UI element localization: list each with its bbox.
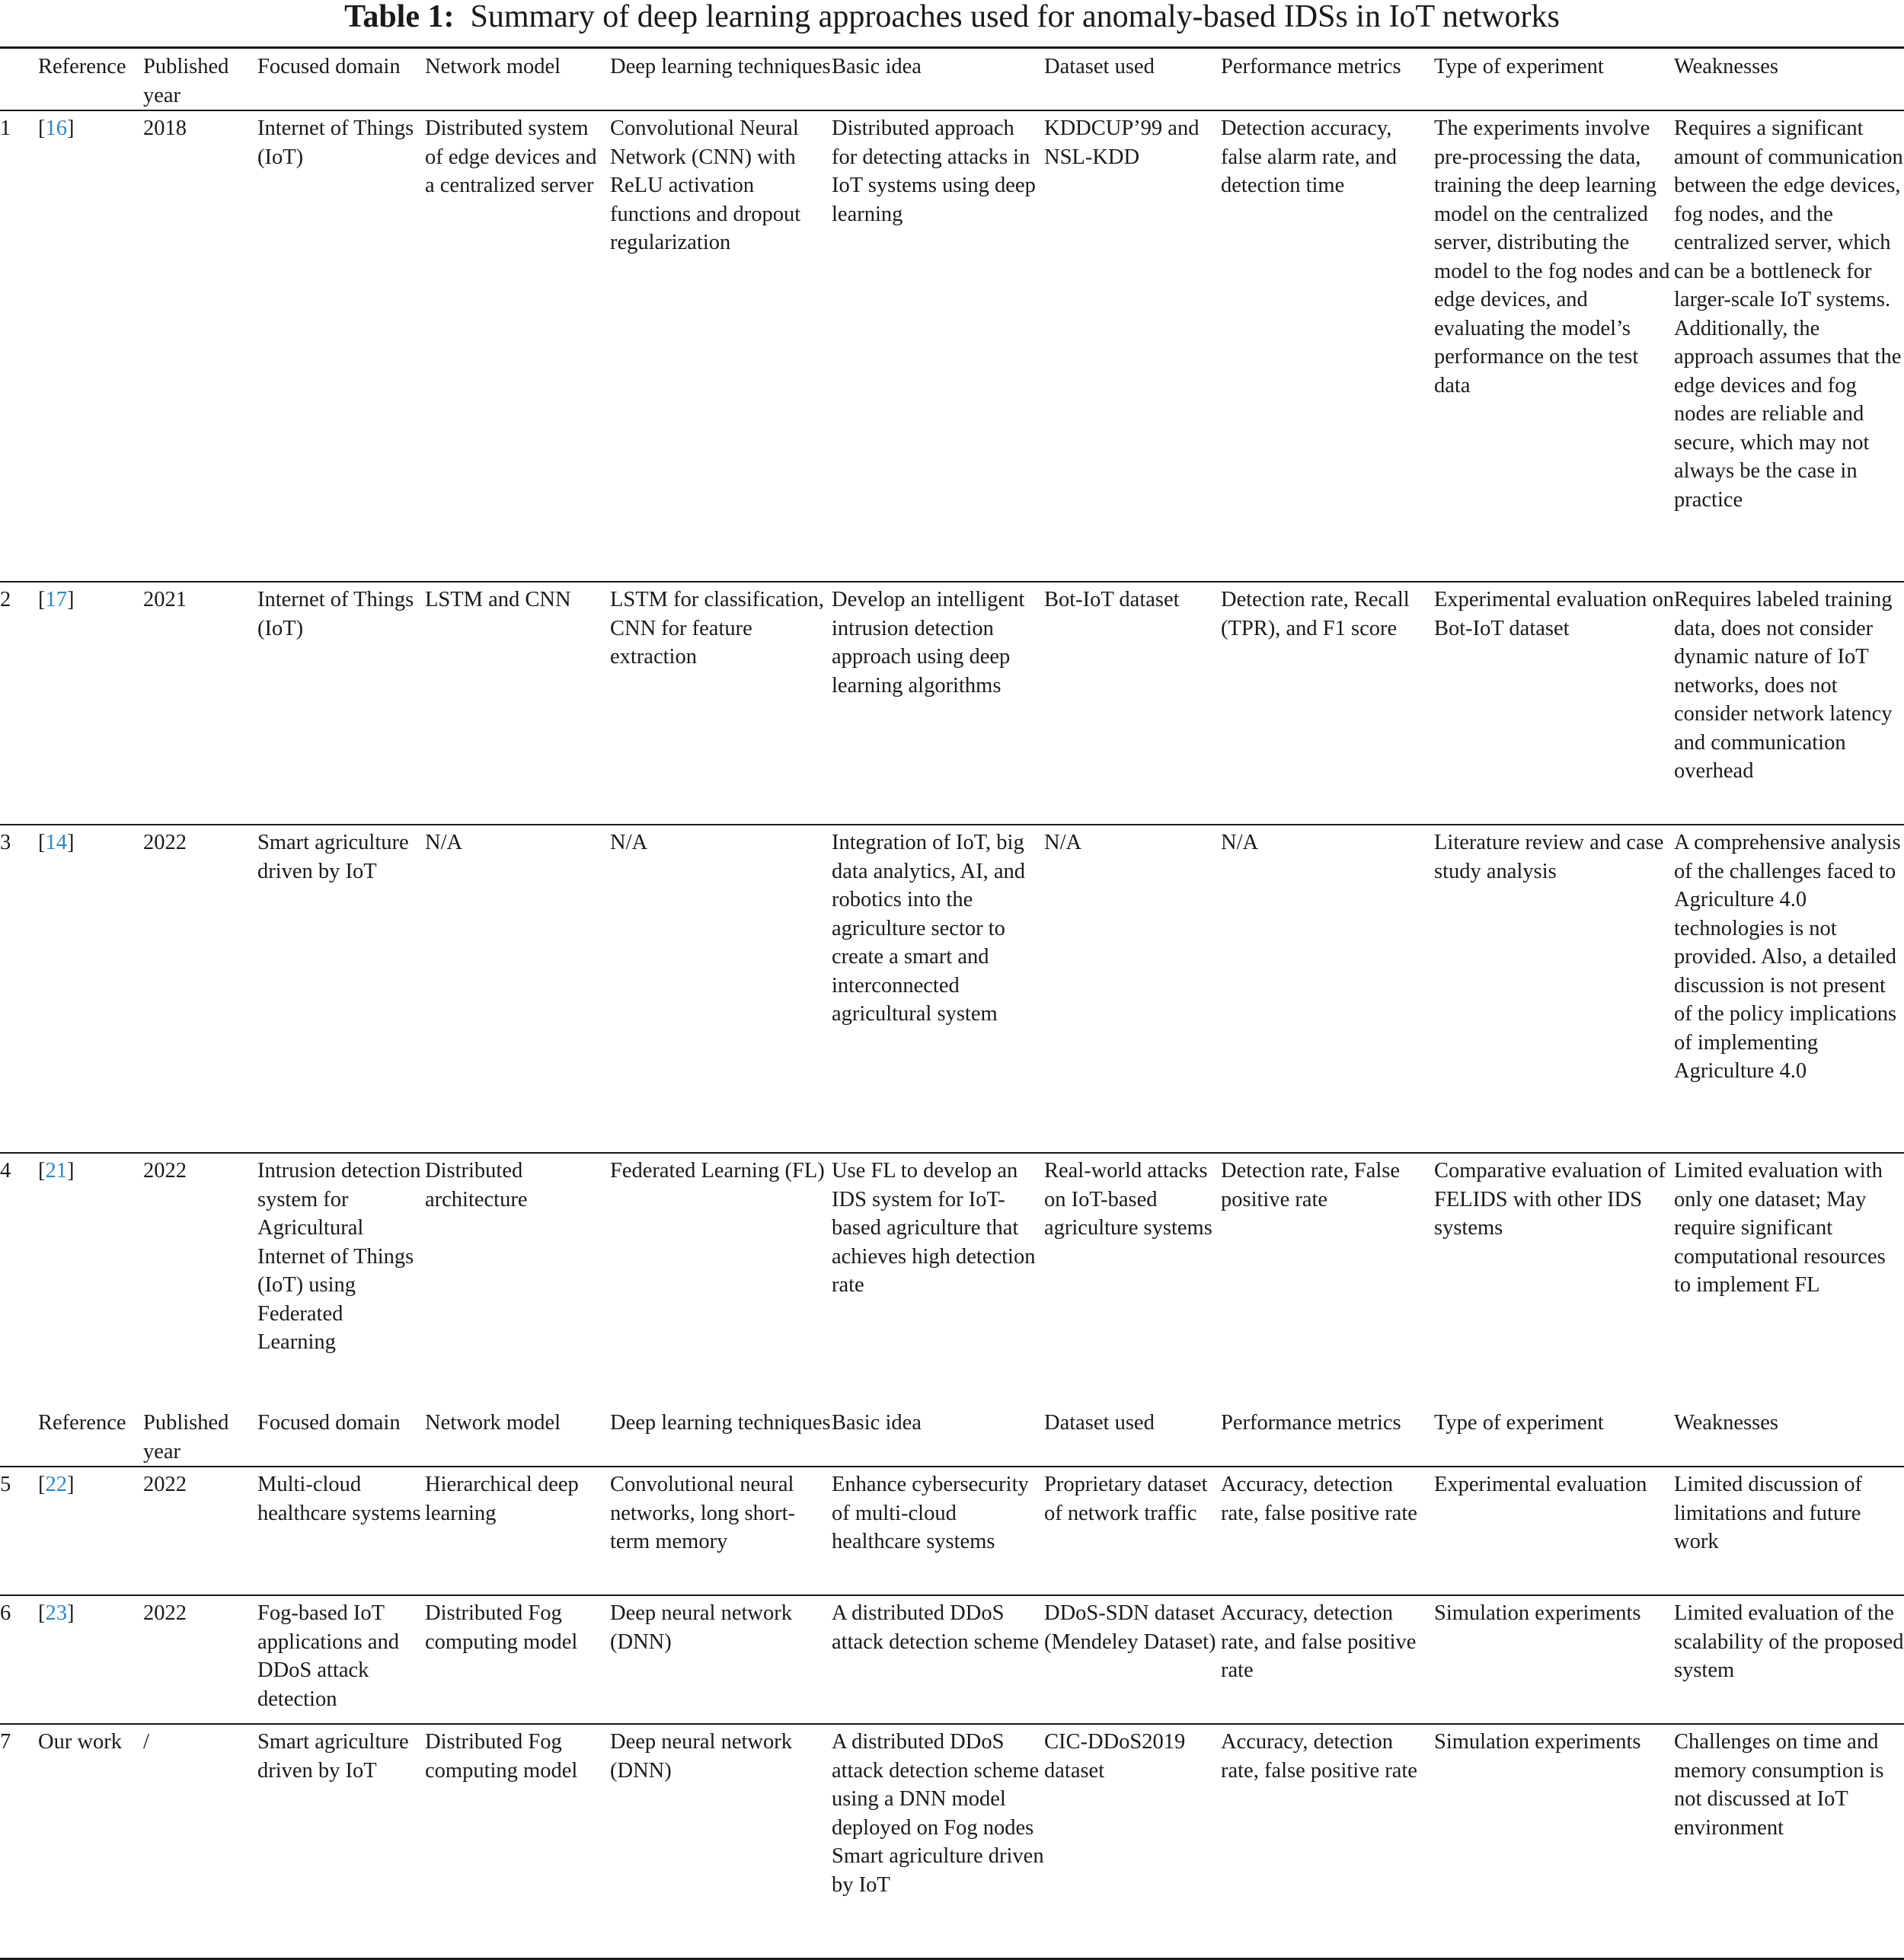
reference-cell: [16] (38, 110, 143, 582)
table-row (0, 1467, 1904, 1595)
header-cell-technique: Deep learning techniques (610, 1405, 832, 1467)
experiment-cell: Simulation experiments (1434, 1595, 1674, 1724)
table-header-row (0, 49, 1904, 110)
idea-cell: Enhance cybersecurity of multi-cloud healthcare systems (832, 1467, 1044, 1595)
citation-link[interactable]: 23 (45, 1601, 67, 1625)
network-cell: Hierarchical deep learning (425, 1467, 610, 1595)
idea-cell: Use FL to develop an IDS system for IoT-based agriculture that achieves high detection rate (832, 1159, 1036, 1297)
experiment-cell: Experimental evaluation (1434, 1467, 1674, 1595)
header-cell-technique: Deep learning techniques (610, 49, 832, 110)
reference-cell: [21] (38, 1159, 75, 1183)
caption-label: Table 1: (344, 0, 455, 34)
technique-cell: Deep neural network (DNN) (610, 1595, 832, 1724)
row-number: 5 (0, 1467, 38, 1595)
idea-cell: Develop an intelligent intrusion detection approach using deep learning algorithms (832, 582, 1044, 825)
header-cell-idea: Basic idea (832, 1405, 1044, 1467)
header-cell-year: Published year (143, 49, 257, 110)
technique-cell: LSTM for classification, CNN for feature extraction (610, 582, 832, 825)
dataset-cell: KDDCUP’99 and NSL-KDD (1044, 110, 1221, 582)
weakness-cell: Requires labeled training data, does not consider dynamic nature of IoT networks, does not consider network latency and communication overhead (1674, 582, 1904, 825)
experiment-cell: Simulation experiments (1434, 1724, 1674, 1958)
technique-cell: N/A (610, 825, 832, 1153)
domain-cell: Smart agriculture driven by IoT (257, 825, 425, 1153)
row-number: 2 (0, 582, 38, 825)
domain-cell: Fog-based IoT applications and DDoS attack detection (257, 1595, 425, 1724)
row-number: 1 (0, 110, 38, 582)
reference-cell: Our work (38, 1724, 143, 1958)
table-row (0, 110, 1904, 582)
citation-link[interactable]: 16 (45, 117, 67, 140)
citation-link[interactable]: 17 (45, 588, 67, 611)
metrics-cell: Accuracy, detection rate, false positive rate (1221, 1724, 1434, 1958)
table-row (0, 1595, 1904, 1724)
row-number: 3 (0, 825, 38, 1153)
summary-table (0, 49, 1904, 1960)
network-cell: N/A (425, 825, 610, 1153)
weakness-cell: Challenges on time and memory consumption is not discussed at IoT environment (1674, 1724, 1904, 1958)
dataset-cell: N/A (1044, 825, 1221, 1153)
dataset-cell: Proprietary dataset of network traffic (1044, 1467, 1221, 1595)
table-row (0, 582, 1904, 825)
domain-cell: Internet of Things (IoT) (257, 582, 425, 825)
experiment-cell: Literature review and case study analysis (1434, 825, 1674, 1153)
year-cell: 2021 (143, 582, 257, 825)
metrics-cell: Detection accuracy, false alarm rate, and detection time (1221, 110, 1434, 582)
domain-cell: Multi-cloud healthcare systems (257, 1467, 425, 1595)
header-cell-weakness: Weaknesses (1674, 49, 1904, 110)
domain-cell: Smart agriculture driven by IoT (257, 1724, 425, 1958)
year-cell: / (143, 1724, 257, 1958)
header-cell-dataset: Dataset used (1044, 49, 1221, 110)
experiment-cell: Comparative evaluation of FELIDS with other IDS systems (1434, 1159, 1666, 1240)
header-cell-metrics: Performance metrics (1221, 49, 1434, 110)
dataset-cell: Real-world attacks on IoT-based agriculture systems (1044, 1159, 1212, 1240)
caption-text: Summary of deep learning approaches used for anomaly-based IDSs in IoT networks (470, 0, 1560, 34)
header-cell-experiment: Type of experiment (1434, 49, 1674, 110)
network-cell: Distributed system of edge devices and a centralized server (425, 110, 610, 582)
reference-cell: [23] (38, 1595, 143, 1724)
year-cell: 2018 (143, 110, 257, 582)
metrics-cell: Accuracy, detection rate, false positive rate (1221, 1467, 1434, 1595)
technique-cell: Convolutional Neural Network (CNN) with ReLU activation functions and dropout regularization (610, 110, 832, 582)
network-cell: Distributed Fog computing model (425, 1595, 610, 1724)
header-cell-num (0, 1405, 38, 1467)
weakness-cell: A comprehensive analysis of the challenges faced to Agriculture 4.0 technologies is not provided. Also, a detailed discussion is not present of the policy implications of implementing Agriculture 4.0 (1674, 825, 1904, 1153)
domain-cell: Intrusion detection system for Agricultural Internet of Things (IoT) using Federated Learning (257, 1159, 421, 1354)
metrics-cell: Detection rate, Recall (TPR), and F1 score (1221, 582, 1434, 825)
header-cell-reference: Reference (38, 49, 143, 110)
technique-cell: Federated Learning (FL) (610, 1159, 825, 1183)
table-row (0, 825, 1904, 1153)
year-cell: 2022 (143, 1159, 187, 1183)
weakness-cell: Limited discussion of limitations and future work (1674, 1467, 1904, 1595)
weakness-cell: Requires a significant amount of communication between the edge devices, fog nodes, and the centralized server, which can be a bottleneck for larger-scale IoT systems. Additionally, the approach assumes that the edge devices and fog nodes are reliable and secure, which may not always be the case in practice (1674, 110, 1904, 582)
dataset-cell: Bot-IoT dataset (1044, 582, 1221, 825)
technique-cell: Deep neural network (DNN) (610, 1724, 832, 1958)
metrics-cell: Accuracy, detection rate, and false positive rate (1221, 1595, 1434, 1724)
row-number: 4 (0, 1159, 11, 1183)
network-cell: Distributed Fog computing model (425, 1724, 610, 1958)
row-number: 7 (0, 1724, 38, 1958)
table-row (0, 1153, 1904, 1405)
header-cell-domain: Focused domain (257, 1405, 425, 1467)
technique-cell: Convolutional neural networks, long short-term memory (610, 1467, 832, 1595)
experiment-cell: The experiments involve pre-processing the data, training the deep learning model on the centralized server, distributing the model to the fog nodes and edge devices, and evaluating the model’s performance on the test data (1434, 110, 1674, 582)
reference-cell: [14] (38, 825, 143, 1153)
year-cell: 2022 (143, 1595, 257, 1724)
metrics-cell: Detection rate, False positive rate (1221, 1159, 1401, 1211)
weakness-cell: Limited evaluation of the scalability of the proposed system (1674, 1595, 1904, 1724)
idea-cell: A distributed DDoS attack detection scheme (832, 1595, 1044, 1724)
table-caption (0, 0, 1904, 34)
idea-cell: Distributed approach for detecting attacks in IoT systems using deep learning (832, 110, 1044, 582)
reference-cell: [22] (38, 1467, 143, 1595)
weakness-cell: Limited evaluation with only one dataset; May require significant computational resources to implement FL (1674, 1159, 1886, 1297)
year-cell: 2022 (143, 825, 257, 1153)
dataset-cell: DDoS-SDN dataset (Mendeley Dataset) (1044, 1595, 1221, 1724)
idea-cell: Integration of IoT, big data analytics, AI, and robotics into the agriculture sector to create a smart and interconnected agricultural system (832, 825, 1044, 1153)
citation-link[interactable]: 22 (45, 1473, 67, 1496)
reference-cell: [17] (38, 582, 143, 825)
citation-link[interactable]: 21 (45, 1159, 67, 1183)
citation-link[interactable]: 14 (45, 831, 67, 854)
metrics-cell: N/A (1221, 825, 1434, 1153)
idea-cell: A distributed DDoS attack detection scheme using a DNN model deployed on Fog nodes Smart agriculture driven by IoT (832, 1724, 1044, 1958)
header-cell-metrics: Performance metrics (1221, 1405, 1434, 1467)
header-cell-weakness: Weaknesses (1674, 1405, 1904, 1467)
header-cell-reference: Reference (38, 1405, 143, 1467)
row-number: 6 (0, 1595, 38, 1724)
header-cell-num (0, 49, 38, 110)
domain-cell: Internet of Things (IoT) (257, 110, 425, 582)
table-header-row-repeat (0, 1405, 1904, 1467)
header-cell-dataset: Dataset used (1044, 1405, 1221, 1467)
year-cell: 2022 (143, 1467, 257, 1595)
header-cell-domain: Focused domain (257, 49, 425, 110)
network-cell: LSTM and CNN (425, 582, 610, 825)
header-cell-idea: Basic idea (832, 49, 1044, 110)
experiment-cell: Experimental evaluation on Bot-IoT dataset (1434, 582, 1674, 825)
table-row (0, 1724, 1904, 1958)
header-cell-network: Network model (425, 49, 610, 110)
network-cell: Distributed architecture (425, 1159, 528, 1211)
dataset-cell: CIC-DDoS2019 dataset (1044, 1724, 1221, 1958)
header-cell-experiment: Type of experiment (1434, 1405, 1674, 1467)
header-cell-year: Published year (143, 1405, 257, 1467)
header-cell-network: Network model (425, 1405, 610, 1467)
